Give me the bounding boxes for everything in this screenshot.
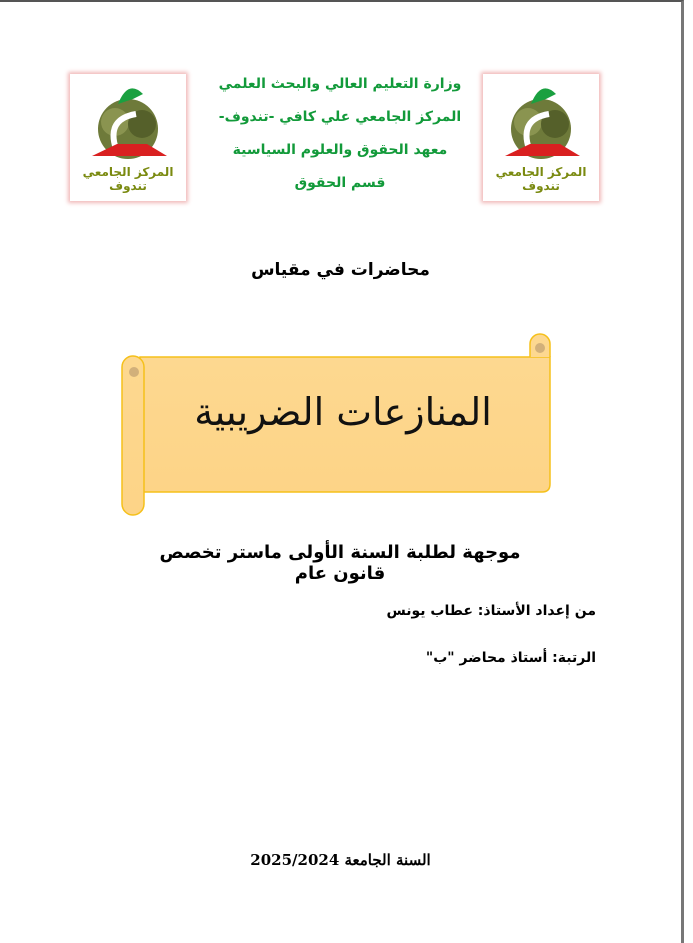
institution-header	[200, 68, 480, 200]
author-line: من إعداد الأستاذ: عطاب يونس	[386, 603, 596, 619]
academic-year: السنة الجامعة 2025/2024	[250, 851, 431, 869]
logo-caption: المركز الجامعي تندوف	[495, 165, 587, 193]
ministry-name: وزارة التعليم العالي والبحث العلمي	[218, 76, 462, 92]
institute-name: معهد الحقوق والعلوم السياسية	[232, 142, 448, 158]
logo-emblem-icon	[70, 74, 186, 174]
university-name: المركز الجامعي علي كافي -تندوف-	[218, 109, 462, 125]
university-logo-left	[70, 74, 186, 201]
title-scroll-banner	[118, 332, 558, 517]
logo-emblem-icon	[483, 74, 599, 174]
target-audience: موجهة لطلبة السنة الأولى ماستر تخصص قانون عام	[159, 542, 521, 584]
lectures-subtitle: محاضرات في مقياس	[251, 260, 430, 280]
course-title: المنازعات الضريبية	[194, 390, 492, 434]
rank-line: الرتبة: أستاذ محاضر "ب"	[425, 650, 596, 666]
university-logo-right	[483, 74, 599, 201]
department-name: قسم الحقوق	[294, 175, 386, 191]
logo-caption: المركز الجامعي تندوف	[82, 165, 174, 193]
